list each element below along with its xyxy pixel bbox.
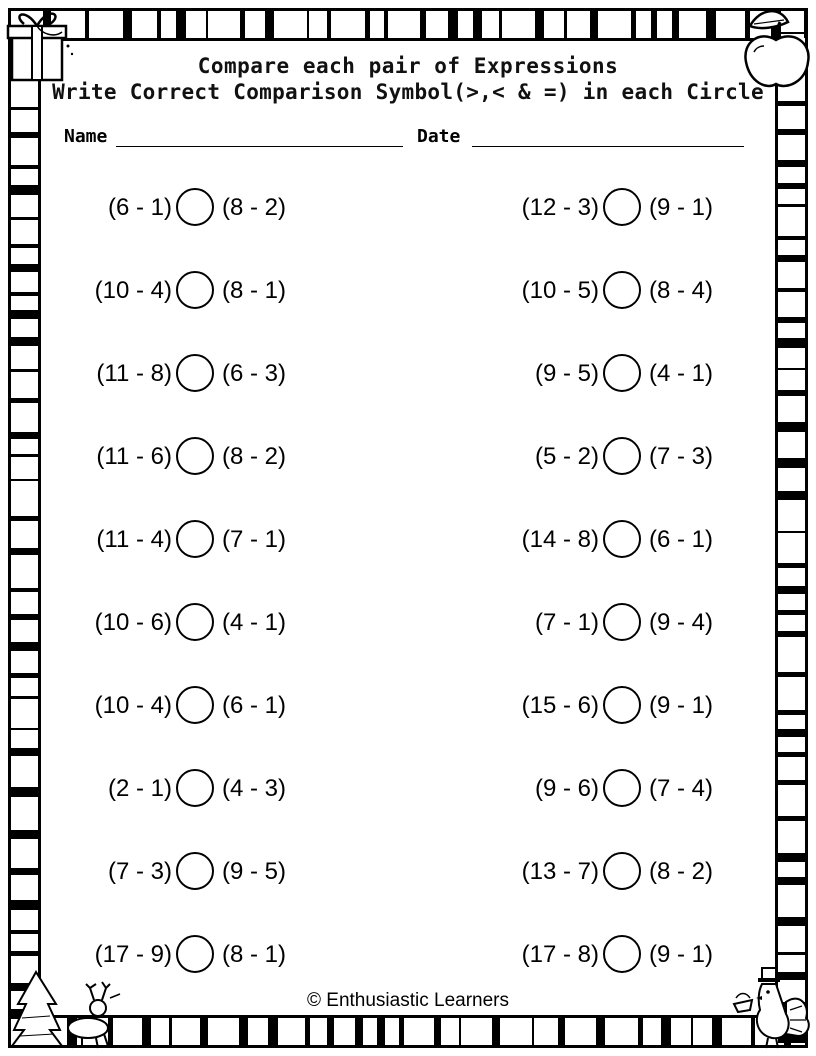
comparison-problem — [10, 935, 340, 975]
answer-circle[interactable] — [176, 271, 214, 309]
answer-circle[interactable] — [603, 852, 641, 890]
answer-circle[interactable] — [603, 603, 641, 641]
answer-circle[interactable] — [603, 354, 641, 392]
comparison-problem — [437, 437, 767, 477]
comparison-problem — [10, 188, 340, 228]
answer-circle[interactable] — [176, 852, 214, 890]
date-field[interactable] — [472, 146, 744, 147]
comparison-problem — [10, 520, 340, 560]
left-expression: (11 - 6) — [96, 443, 172, 470]
right-expression: (8 - 1) — [222, 277, 287, 304]
right-expression: (8 - 1) — [222, 941, 287, 968]
left-expression: (9 - 6) — [534, 775, 599, 802]
left-expression: (5 - 2) — [534, 443, 599, 470]
answer-circle[interactable] — [603, 188, 641, 226]
answer-circle[interactable] — [176, 686, 214, 724]
right-expression: (6 - 3) — [222, 360, 287, 387]
answer-circle[interactable] — [603, 769, 641, 807]
right-expression: (9 - 1) — [649, 692, 714, 719]
left-expression: (9 - 5) — [534, 360, 599, 387]
right-expression: (4 - 1) — [649, 360, 714, 387]
left-expression: (11 - 4) — [96, 526, 172, 553]
left-expression: (12 - 3) — [521, 194, 599, 221]
comparison-problem — [437, 354, 767, 394]
left-expression: (10 - 5) — [521, 277, 599, 304]
copyright-footer: © Enthusiastic Learners — [307, 990, 509, 1011]
answer-circle[interactable] — [603, 437, 641, 475]
comparison-problem — [437, 188, 767, 228]
answer-circle[interactable] — [176, 354, 214, 392]
comparison-problem — [10, 686, 340, 726]
comparison-problem — [437, 935, 767, 975]
right-expression: (9 - 1) — [649, 941, 714, 968]
name-field[interactable] — [116, 146, 403, 147]
comparison-problem — [437, 520, 767, 560]
answer-circle[interactable] — [176, 769, 214, 807]
left-expression: (10 - 4) — [94, 277, 172, 304]
left-expression: (11 - 8) — [96, 360, 172, 387]
comparison-problem — [10, 852, 340, 892]
worksheet-title: Compare each pair of Expressions — [197, 54, 619, 78]
right-expression: (9 - 1) — [649, 194, 714, 221]
right-expression: (8 - 2) — [649, 858, 714, 885]
answer-circle[interactable] — [603, 686, 641, 724]
comparison-problem — [437, 271, 767, 311]
right-expression: (8 - 4) — [649, 277, 714, 304]
left-expression: (6 - 1) — [107, 194, 172, 221]
left-expression: (2 - 1) — [107, 775, 172, 802]
name-label: Name — [64, 126, 108, 147]
border-pattern-bottom — [11, 1018, 805, 1045]
comparison-problem — [10, 603, 340, 643]
answer-circle[interactable] — [603, 520, 641, 558]
left-expression: (7 - 1) — [534, 609, 599, 636]
answer-circle[interactable] — [176, 437, 214, 475]
right-expression: (6 - 1) — [222, 692, 287, 719]
right-expression: (8 - 2) — [222, 443, 287, 470]
comparison-problem — [437, 769, 767, 809]
answer-circle[interactable] — [603, 935, 641, 973]
comparison-problem — [10, 769, 340, 809]
worksheet-instructions: Write Correct Comparison Symbol(>,< & =) in each Circle — [52, 80, 764, 104]
answer-circle[interactable] — [176, 935, 214, 973]
left-expression: (13 - 7) — [521, 858, 599, 885]
left-expression: (10 - 6) — [94, 609, 172, 636]
right-expression: (7 - 3) — [649, 443, 714, 470]
border-pattern-right — [778, 11, 805, 1045]
comparison-problem — [437, 603, 767, 643]
answer-circle[interactable] — [176, 520, 214, 558]
right-expression: (4 - 1) — [222, 609, 287, 636]
comparison-problem — [437, 686, 767, 726]
left-expression: (10 - 4) — [94, 692, 172, 719]
comparison-problem — [10, 354, 340, 394]
left-expression: (14 - 8) — [521, 526, 599, 553]
left-expression: (15 - 6) — [521, 692, 599, 719]
left-expression: (17 - 8) — [521, 941, 599, 968]
comparison-problem — [10, 437, 340, 477]
right-expression: (6 - 1) — [649, 526, 714, 553]
answer-circle[interactable] — [603, 271, 641, 309]
right-expression: (8 - 2) — [222, 194, 287, 221]
answer-circle[interactable] — [176, 188, 214, 226]
comparison-problem — [437, 852, 767, 892]
left-expression: (7 - 3) — [107, 858, 172, 885]
comparison-problem — [10, 271, 340, 311]
right-expression: (7 - 1) — [222, 526, 287, 553]
left-expression: (17 - 9) — [94, 941, 172, 968]
right-expression: (4 - 3) — [222, 775, 287, 802]
right-expression: (9 - 5) — [222, 858, 287, 885]
date-label: Date — [417, 126, 461, 147]
border-pattern-top — [11, 11, 805, 38]
right-expression: (9 - 4) — [649, 609, 714, 636]
answer-circle[interactable] — [176, 603, 214, 641]
right-expression: (7 - 4) — [649, 775, 714, 802]
